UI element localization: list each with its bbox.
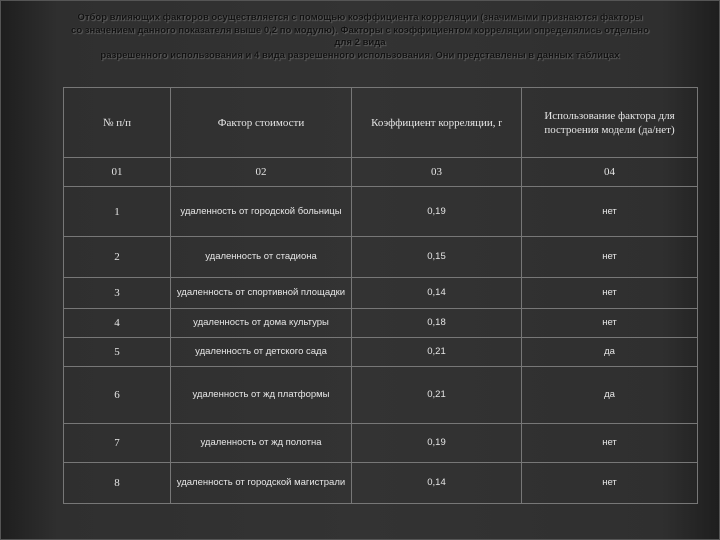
factor-cell: удаленность от жд полотна [171, 424, 352, 463]
correlation-cell: 0,14 [352, 463, 522, 504]
usage-cell: нет [522, 463, 698, 504]
row-number: 4 [64, 309, 171, 338]
table-row [64, 424, 698, 463]
heading-line-4: разрешенного использования и 4 вида разрешенного использования. Они представлены в данных таблицах [100, 49, 620, 61]
slide-heading [30, 12, 690, 62]
header-factor: Фактор стоимости [171, 88, 352, 158]
header-usage: Использование фактора для построения модели (да/нет) [522, 88, 698, 158]
factor-cell: удаленность от городской магистрали [171, 463, 352, 504]
table-row [64, 278, 698, 309]
heading-line-2: со значением данного показателя выше 0,2 по модулю). Факторы с коэффициентом корреляции определялись отдельно [71, 24, 649, 36]
usage-cell: нет [522, 309, 698, 338]
correlation-cell: 0,18 [352, 309, 522, 338]
column-number: 02 [171, 158, 352, 187]
column-number: 03 [352, 158, 522, 187]
row-number: 3 [64, 278, 171, 309]
factor-cell: удаленность от стадиона [171, 237, 352, 278]
table-row [64, 187, 698, 237]
header-number: № п/п [64, 88, 171, 158]
heading-line-3: для 2 вида [334, 37, 386, 48]
usage-cell: да [522, 338, 698, 367]
factor-cell: удаленность от детского сада [171, 338, 352, 367]
row-number: 7 [64, 424, 171, 463]
correlation-cell: 0,14 [352, 278, 522, 309]
header-correlation: Коэффициент корреляции, r [352, 88, 522, 158]
usage-cell: да [522, 367, 698, 424]
usage-cell: нет [522, 237, 698, 278]
usage-cell: нет [522, 187, 698, 237]
column-number: 01 [64, 158, 171, 187]
row-number: 1 [64, 187, 171, 237]
correlation-cell: 0,21 [352, 367, 522, 424]
table-row [64, 367, 698, 424]
correlation-cell: 0,19 [352, 424, 522, 463]
table-row [64, 237, 698, 278]
row-number: 5 [64, 338, 171, 367]
correlation-cell: 0,19 [352, 187, 522, 237]
table-row [64, 338, 698, 367]
table-row [64, 463, 698, 504]
factor-cell: удаленность от городской больницы [171, 187, 352, 237]
usage-cell: нет [522, 424, 698, 463]
row-number: 8 [64, 463, 171, 504]
table-header-row [64, 88, 698, 158]
correlation-cell: 0,21 [352, 338, 522, 367]
factor-cell: удаленность от жд платформы [171, 367, 352, 424]
column-number-row [64, 158, 698, 187]
factors-table [63, 87, 698, 504]
column-number: 04 [522, 158, 698, 187]
factor-cell: удаленность от спортивной площадки [171, 278, 352, 309]
factor-cell: удаленность от дома культуры [171, 309, 352, 338]
row-number: 2 [64, 237, 171, 278]
correlation-cell: 0,15 [352, 237, 522, 278]
heading-line-1: Отбор влияющих факторов осуществляется с помощью коэффициента корреляции (значимыми признаются факторы [77, 12, 643, 23]
table-row [64, 309, 698, 338]
usage-cell: нет [522, 278, 698, 309]
row-number: 6 [64, 367, 171, 424]
